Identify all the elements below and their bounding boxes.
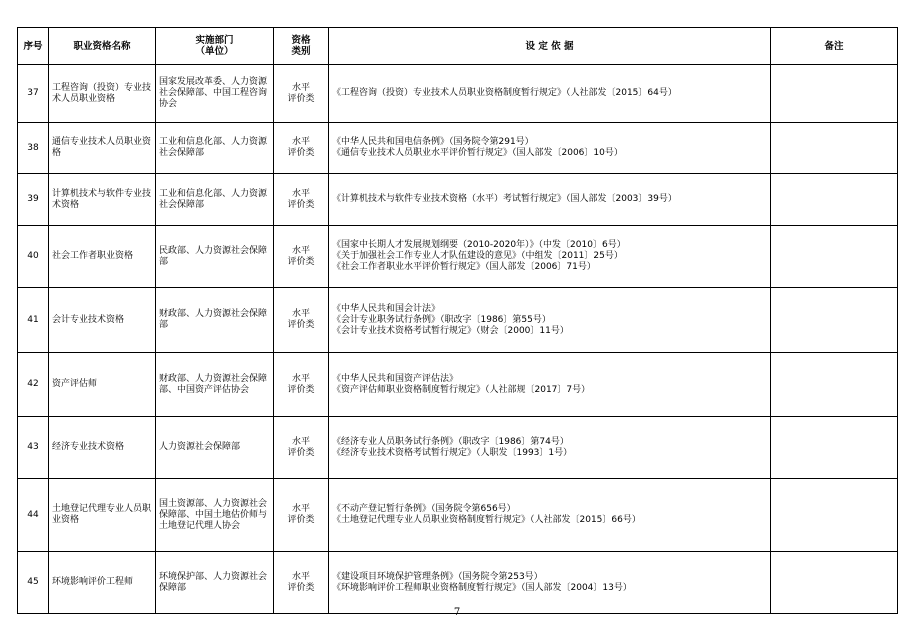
table-body [18,65,898,614]
qualification-name: 会计专业技术资格 [49,288,156,353]
qualification-type-line: 水平 [291,504,310,514]
legal-basis-line: 《通信专业技术人员职业水平评价暂行规定》（国人部发〔2006〕10号） [332,148,623,158]
qualification-type-line: 评价类 [287,199,315,210]
implementing-department: 工业和信息化部、人力资源社会保障部 [156,123,274,174]
legal-basis [329,174,771,226]
table-row [18,226,898,288]
qualification-name: 环境影响评价工程师 [49,552,156,614]
remark [771,288,898,353]
qualification-type-line: 水平 [291,309,310,319]
row-number: 43 [18,417,49,479]
legal-basis-line: 《国家中长期人才发展规划纲要（2010-2020年）》（中发〔2010〕6号） [332,240,626,250]
remark [771,226,898,288]
table-row [18,65,898,123]
table-row [18,417,898,479]
qualification-type-line: 评价类 [287,384,315,395]
legal-basis-line: 《土地登记代理专业人员职业资格制度暂行规定》（人社部发〔2015〕66号） [332,515,641,525]
implementing-department: 财政部、人力资源社会保障部 [156,288,274,353]
legal-basis [329,353,771,417]
header-remark: 备注 [771,28,898,65]
implementing-department: 人力资源社会保障部 [156,417,274,479]
header-dept [156,28,274,65]
remark [771,417,898,479]
row-number: 37 [18,65,49,123]
row-number: 44 [18,479,49,552]
legal-basis-line: 《资产评估师职业资格制度暂行规定》（人社部规〔2017〕7号） [332,384,591,395]
remark [771,123,898,174]
table-row [18,353,898,417]
implementing-department: 国土资源部、人力资源社会保障部、中国土地估价师与土地登记代理人协会 [156,479,274,552]
legal-basis-line: 《经济专业人员职务试行条例》（职改字〔1986〕第74号） [332,436,569,447]
qualification-type [274,288,329,353]
table-row [18,479,898,552]
legal-basis-line: 《经济专业技术资格考试暂行规定》（人职发〔1993〕1号） [332,447,573,458]
row-number: 45 [18,552,49,614]
qualification-type-line: 水平 [291,82,310,93]
qualification-name: 工程咨询（投资）专业技术人员职业资格 [49,65,156,123]
legal-basis [329,226,771,288]
qualification-type [274,552,329,614]
legal-basis [329,123,771,174]
row-number: 41 [18,288,49,353]
qualification-name: 经济专业技术资格 [49,417,156,479]
qualification-type-line: 水平 [291,245,310,256]
legal-basis-line: 《会计专业职务试行条例》（职改字〔1986〕第55号） [332,314,551,325]
qualification-type-line: 水平 [291,188,310,199]
table-row [18,123,898,174]
legal-basis-line: 《不动产登记暂行条例》（国务院令第656号） [332,504,516,514]
header-no: 序号 [18,28,49,65]
remark [771,174,898,226]
table-row [18,552,898,614]
qualification-name: 通信专业技术人员职业资格 [49,123,156,174]
legal-basis-line: 《社会工作者职业水平评价暂行规定》（国人部发〔2006〕71号） [332,262,596,272]
legal-basis-line: 《工程咨询（投资）专业技术人员职业资格制度暂行规定》（人社部发〔2015〕64号） [332,88,677,98]
legal-basis-line: 《建设项目环境保护管理条例》（国务院令第253号） [332,571,543,582]
header-dept-line1: 实施部门 [195,35,234,46]
qualification-name: 计算机技术与软件专业技术资格 [49,174,156,226]
remark [771,353,898,417]
row-number: 38 [18,123,49,174]
qualification-type [274,417,329,479]
header-name: 职业资格名称 [49,28,156,65]
qualification-type-line: 水平 [291,373,310,384]
implementing-department: 国家发展改革委、人力资源社会保障部、中国工程咨询协会 [156,65,274,123]
row-number: 40 [18,226,49,288]
table-row [18,288,898,353]
qualification-type-line: 评价类 [287,447,315,458]
qualification-table [17,27,898,614]
legal-basis-line: 《中华人民共和国电信条例》（国务院令第291号） [332,137,534,147]
qualification-type-line: 评价类 [287,148,315,158]
qualification-name: 土地登记代理专业人员职业资格 [49,479,156,552]
legal-basis [329,65,771,123]
qualification-type [274,226,329,288]
header-basis: 设 定 依 据 [329,28,771,65]
qualification-type [274,174,329,226]
qualification-type-line: 水平 [291,436,310,447]
header-dept-line2: （单位） [195,46,234,57]
legal-basis-line: 《环境影响评价工程师职业资格制度暂行规定》（国人部发〔2004〕13号） [332,582,632,593]
qualification-type [274,65,329,123]
legal-basis-line: 《中华人民共和国会计法》 [332,303,441,314]
header-type-line2: 类别 [291,46,311,57]
legal-basis [329,417,771,479]
qualification-type-line: 评价类 [287,93,315,104]
table-header-row [18,28,898,65]
remark [771,479,898,552]
legal-basis-line: 《计算机技术与软件专业技术资格（水平）考试暂行规定》（国人部发〔2003〕39号） [332,194,677,204]
qualification-type [274,123,329,174]
qualification-type-line: 评价类 [287,320,315,330]
legal-basis [329,552,771,614]
qualification-name: 社会工作者职业资格 [49,226,156,288]
legal-basis-line: 《中华人民共和国资产评估法》 [332,373,459,384]
row-number: 42 [18,353,49,417]
legal-basis [329,479,771,552]
implementing-department: 工业和信息化部、人力资源社会保障部 [156,174,274,226]
remark [771,552,898,614]
legal-basis [329,288,771,353]
row-number: 39 [18,174,49,226]
page-number: 7 [453,607,461,618]
qualification-type-line: 评价类 [287,256,315,267]
remark [771,65,898,123]
qualification-type-line: 水平 [291,137,310,147]
qualification-type [274,479,329,552]
legal-basis-line: 《关于加强社会工作专业人才队伍建设的意见》（中组发〔2011〕25号） [332,251,623,261]
table-row [18,174,898,226]
header-type [274,28,329,65]
legal-basis-line: 《会计专业技术资格考试暂行规定》（财会〔2000〕11号） [332,325,569,336]
qualification-name: 资产评估师 [49,353,156,417]
header-type-line1: 资格 [291,35,311,46]
implementing-department: 财政部、人力资源社会保障部、中国资产评估协会 [156,353,274,417]
implementing-department: 民政部、人力资源社会保障部 [156,226,274,288]
implementing-department: 环境保护部、人力资源社会保障部 [156,552,274,614]
qualification-type-line: 评价类 [287,515,315,525]
qualification-type [274,353,329,417]
qualification-type-line: 评价类 [287,582,315,593]
qualification-type-line: 水平 [291,571,310,582]
